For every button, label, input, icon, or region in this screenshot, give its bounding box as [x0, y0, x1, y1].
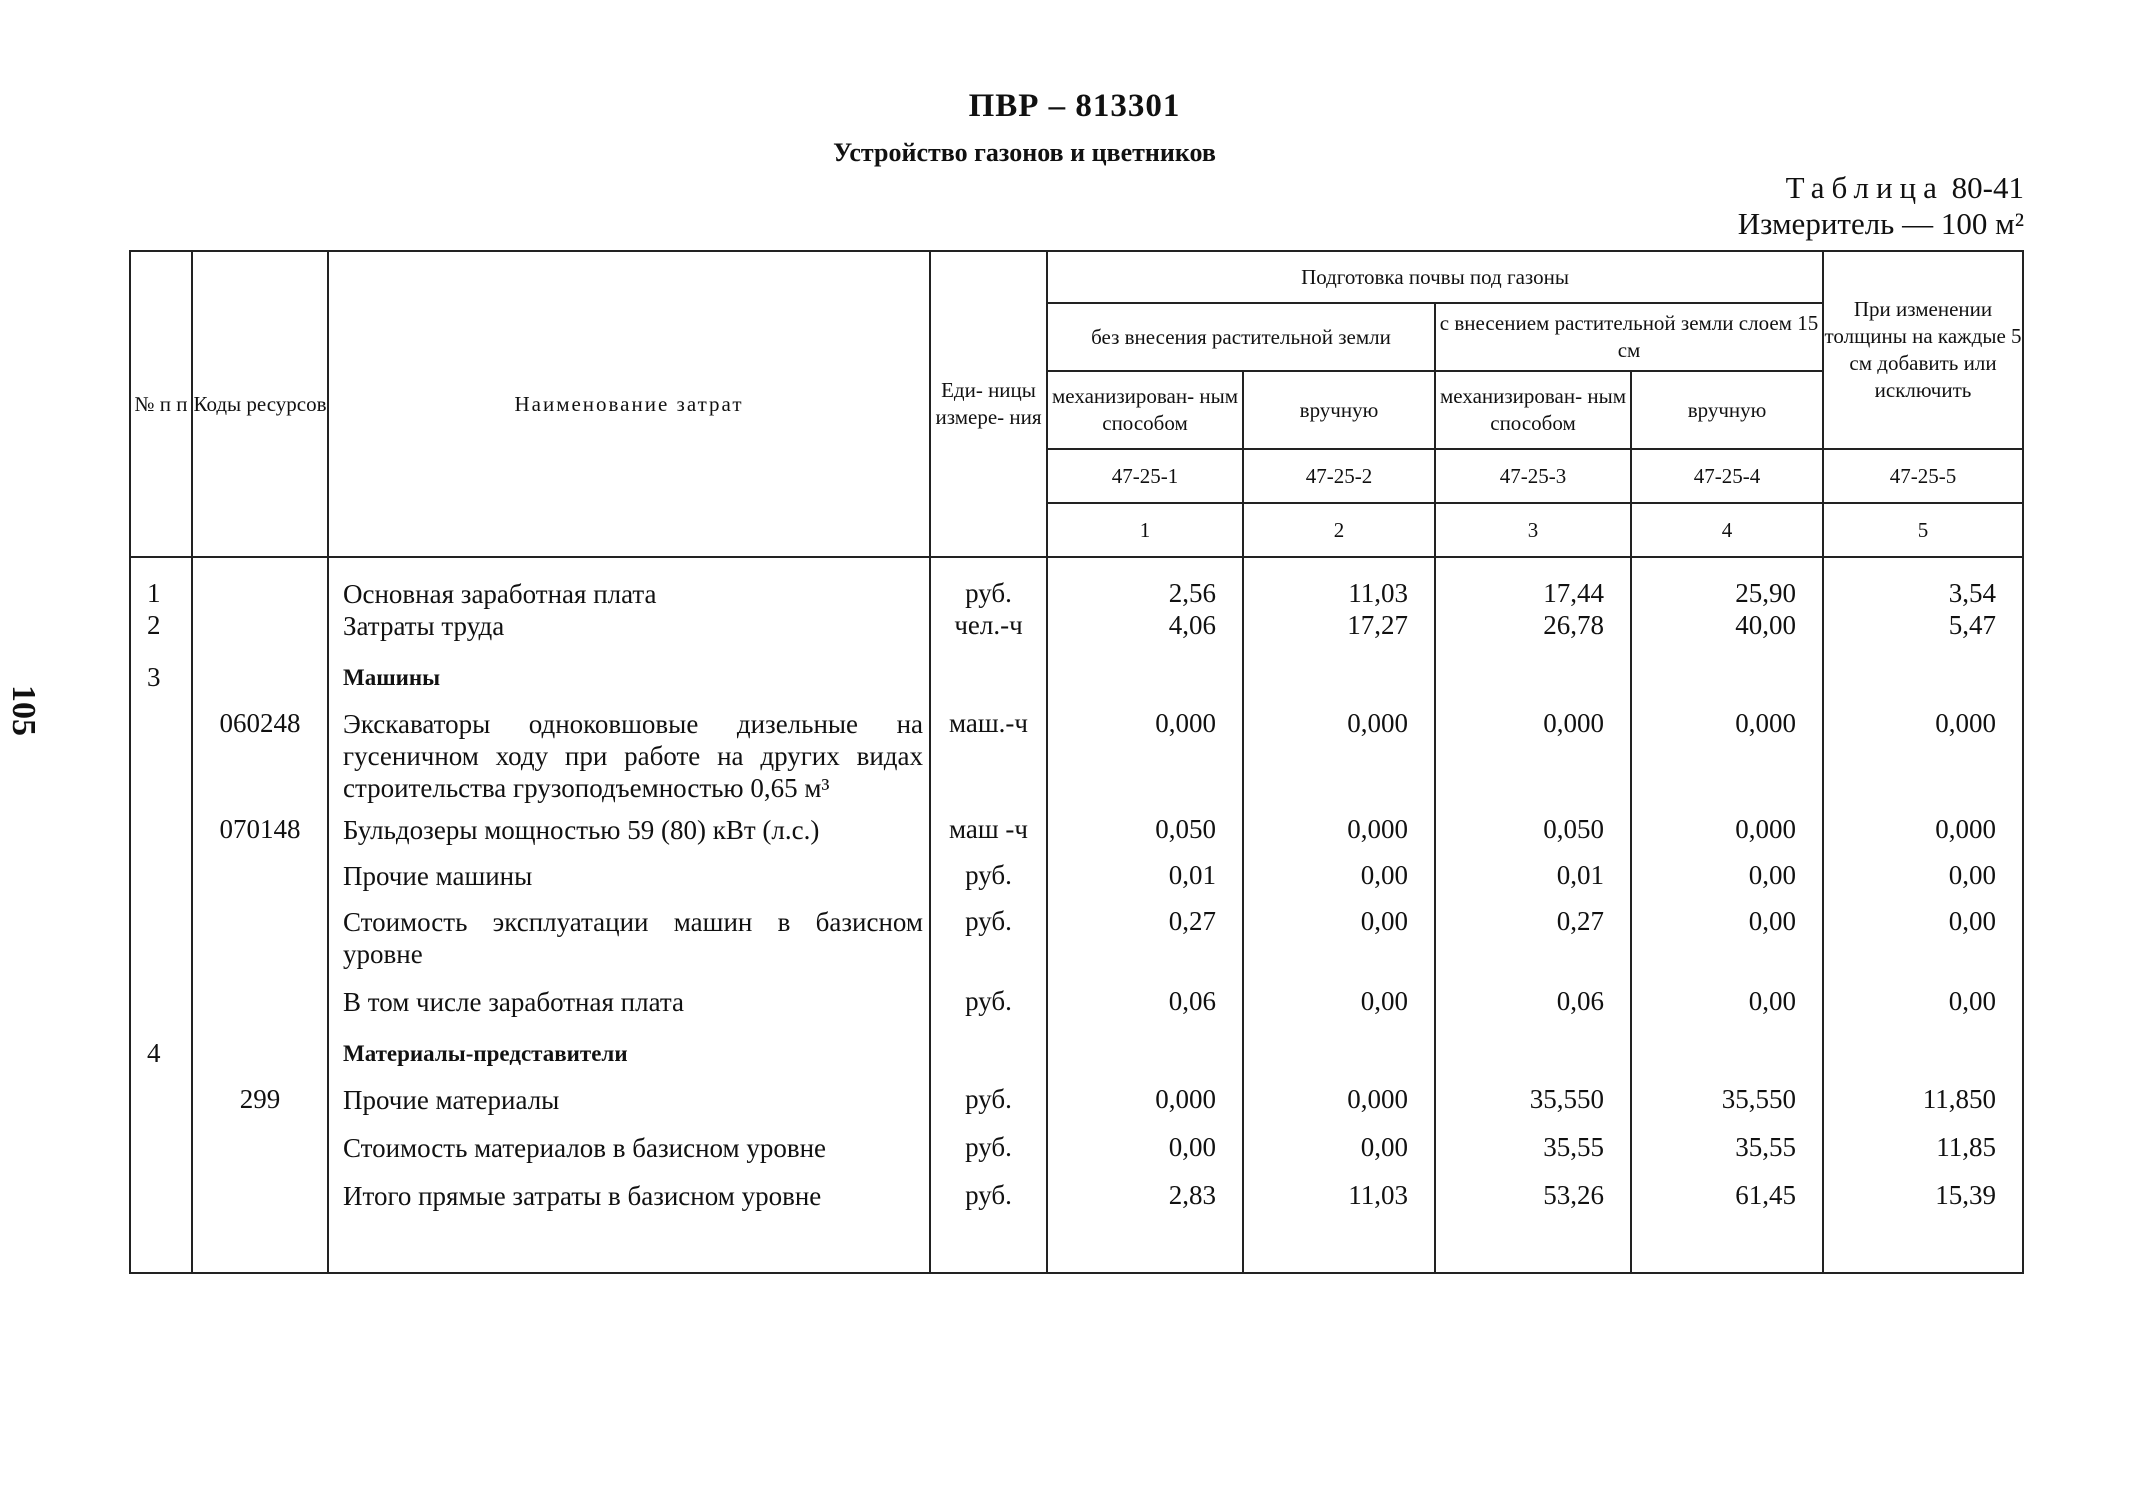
- row-nn: [130, 1084, 192, 1132]
- group-header-with-soil: с внесением растительной земли слоем 15 см: [1435, 303, 1823, 371]
- col-header-change: При изменении толщины на каждые 5 см добавить или исключить: [1823, 251, 2023, 449]
- row-value: [1047, 662, 1243, 702]
- row-value: 0,00: [1823, 860, 2023, 906]
- row-name: Прочие материалы: [328, 1084, 930, 1132]
- row-unit: маш.-ч: [930, 702, 1047, 814]
- row-value: 0,050: [1047, 814, 1243, 860]
- page-number: 105: [5, 685, 42, 736]
- row-nn: 2: [130, 610, 192, 662]
- row-value: 0,000: [1243, 814, 1435, 860]
- row-value: 0,00: [1823, 986, 2023, 1038]
- row-value: [1631, 662, 1823, 702]
- row-value: [1435, 662, 1631, 702]
- row-name: Стоимость эксплуатации машин в базисном уровне: [328, 906, 930, 986]
- row-unit: руб.: [930, 860, 1047, 906]
- row-code: [192, 610, 328, 662]
- col-index-3: 3: [1435, 503, 1631, 557]
- row-value: 17,27: [1243, 610, 1435, 662]
- row-nn: [130, 814, 192, 860]
- row-value: 35,550: [1631, 1084, 1823, 1132]
- row-value: [1047, 1038, 1243, 1084]
- row-nn: 4: [130, 1038, 192, 1084]
- table-row: [130, 1132, 2023, 1180]
- row-nn: 1: [130, 557, 192, 610]
- section-title: Машины: [328, 662, 930, 702]
- row-value: [1435, 1038, 1631, 1084]
- table-row: [130, 610, 2023, 662]
- row-value: 15,39: [1823, 1180, 2023, 1273]
- row-code: [192, 860, 328, 906]
- row-name: Прочие машины: [328, 860, 930, 906]
- measure-unit: Измеритель — 100 м²: [1737, 206, 2024, 241]
- row-value: 0,00: [1823, 906, 2023, 986]
- row-nn: [130, 906, 192, 986]
- row-value: 0,000: [1631, 814, 1823, 860]
- row-value: 0,000: [1823, 702, 2023, 814]
- col-header-unit: Еди- ницы измере- ния: [930, 251, 1047, 557]
- section-title: Материалы-представители: [328, 1038, 930, 1084]
- norm-code-4: 47-25-4: [1631, 449, 1823, 503]
- col-header-mech-1: механизирован- ным способом: [1047, 371, 1243, 449]
- row-name: Итого прямые затраты в базисном уровне: [328, 1180, 930, 1273]
- row-value: 4,06: [1047, 610, 1243, 662]
- row-unit: руб.: [930, 557, 1047, 610]
- row-value: [1243, 1038, 1435, 1084]
- row-value: [1823, 662, 2023, 702]
- norm-code-3: 47-25-3: [1435, 449, 1631, 503]
- row-value: 17,44: [1435, 557, 1631, 610]
- row-value: 0,000: [1823, 814, 2023, 860]
- row-value: 0,000: [1243, 1084, 1435, 1132]
- table-number: 80-41: [1951, 170, 2024, 205]
- row-code: [192, 1132, 328, 1180]
- row-value: 11,850: [1823, 1084, 2023, 1132]
- col-index-2: 2: [1243, 503, 1435, 557]
- row-code: [192, 557, 328, 610]
- row-value: 0,00: [1631, 986, 1823, 1038]
- col-index-4: 4: [1631, 503, 1823, 557]
- row-value: 26,78: [1435, 610, 1631, 662]
- row-code: [192, 662, 328, 702]
- cost-table: [129, 250, 2024, 1274]
- col-header-manual-1: вручную: [1243, 371, 1435, 449]
- row-name: Основная заработная плата: [328, 557, 930, 610]
- row-value: 11,03: [1243, 1180, 1435, 1273]
- row-unit: маш -ч: [930, 814, 1047, 860]
- table-row: [130, 557, 2023, 610]
- row-value: 61,45: [1631, 1180, 1823, 1273]
- col-header-nn: № п п: [130, 251, 192, 557]
- row-value: 0,01: [1435, 860, 1631, 906]
- row-value: 0,050: [1435, 814, 1631, 860]
- col-header-codes: Коды ресурсов: [192, 251, 328, 557]
- norm-code-2: 47-25-2: [1243, 449, 1435, 503]
- row-value: 0,000: [1047, 702, 1243, 814]
- row-unit: руб.: [930, 906, 1047, 986]
- row-value: 0,000: [1435, 702, 1631, 814]
- row-value: 40,00: [1631, 610, 1823, 662]
- row-value: 0,00: [1243, 1132, 1435, 1180]
- document-subtitle: Устройство газонов и цветников: [833, 138, 1216, 167]
- row-unit: [930, 662, 1047, 702]
- row-value: 35,55: [1631, 1132, 1823, 1180]
- group-header-without-soil: без внесения растительной земли: [1047, 303, 1435, 371]
- row-value: 0,00: [1243, 860, 1435, 906]
- row-nn: [130, 860, 192, 906]
- group-header-soil-prep: Подготовка почвы под газоны: [1047, 251, 1823, 303]
- col-header-manual-2: вручную: [1631, 371, 1823, 449]
- row-unit: [930, 1038, 1047, 1084]
- row-value: 0,06: [1047, 986, 1243, 1038]
- row-code: [192, 986, 328, 1038]
- row-value: 2,56: [1047, 557, 1243, 610]
- table-label: Таблица: [1785, 170, 1944, 205]
- row-value: 0,27: [1435, 906, 1631, 986]
- row-value: 0,00: [1243, 986, 1435, 1038]
- row-nn: [130, 1132, 192, 1180]
- row-code: [192, 906, 328, 986]
- row-nn: [130, 1180, 192, 1273]
- row-value: 0,00: [1631, 860, 1823, 906]
- row-value: 3,54: [1823, 557, 2023, 610]
- norm-code-1: 47-25-1: [1047, 449, 1243, 503]
- row-value: 53,26: [1435, 1180, 1631, 1273]
- row-name: Бульдозеры мощностью 59 (80) кВт (л.с.): [328, 814, 930, 860]
- row-value: 35,55: [1435, 1132, 1631, 1180]
- col-index-1: 1: [1047, 503, 1243, 557]
- table-row: [130, 860, 2023, 906]
- table-row: [130, 986, 2023, 1038]
- row-unit: руб.: [930, 986, 1047, 1038]
- row-code: 299: [192, 1084, 328, 1132]
- col-header-name: Наименование затрат: [328, 251, 930, 557]
- row-code: 070148: [192, 814, 328, 860]
- row-code: 060248: [192, 702, 328, 814]
- row-value: 0,00: [1243, 906, 1435, 986]
- row-unit: руб.: [930, 1084, 1047, 1132]
- row-nn: 3: [130, 662, 192, 702]
- row-value: 0,00: [1631, 906, 1823, 986]
- row-value: 11,85: [1823, 1132, 2023, 1180]
- row-value: 0,27: [1047, 906, 1243, 986]
- row-value: 35,550: [1435, 1084, 1631, 1132]
- col-header-mech-2: механизирован- ным способом: [1435, 371, 1631, 449]
- row-unit: руб.: [930, 1180, 1047, 1273]
- row-value: [1243, 662, 1435, 702]
- row-name: Стоимость материалов в базисном уровне: [328, 1132, 930, 1180]
- table-row: [130, 702, 2023, 814]
- row-name: Экскаваторы одноковшовые дизельные на гусеничном ходу при работе на других видах строительства грузоподъемностью 0,65 м³: [328, 702, 930, 814]
- row-value: 0,01: [1047, 860, 1243, 906]
- table-row: [130, 1084, 2023, 1132]
- row-value: 0,00: [1047, 1132, 1243, 1180]
- row-name: В том числе заработная плата: [328, 986, 930, 1038]
- table-row: [130, 814, 2023, 860]
- norm-code-5: 47-25-5: [1823, 449, 2023, 503]
- row-unit: чел.-ч: [930, 610, 1047, 662]
- row-value: 2,83: [1047, 1180, 1243, 1273]
- row-nn: [130, 986, 192, 1038]
- row-value: 25,90: [1631, 557, 1823, 610]
- section-row-machines: [130, 662, 2023, 702]
- row-value: 0,000: [1631, 702, 1823, 814]
- col-index-5: 5: [1823, 503, 2023, 557]
- row-value: 0,000: [1047, 1084, 1243, 1132]
- row-code: [192, 1038, 328, 1084]
- table-meta: [1738, 170, 2024, 242]
- document-code: ПВР – 813301: [968, 88, 1181, 124]
- row-code: [192, 1180, 328, 1273]
- row-name: Затраты труда: [328, 610, 930, 662]
- row-value: [1823, 1038, 2023, 1084]
- row-value: 0,06: [1435, 986, 1631, 1038]
- row-unit: руб.: [930, 1132, 1047, 1180]
- row-nn: [130, 702, 192, 814]
- row-value: 0,000: [1243, 702, 1435, 814]
- table-row: [130, 906, 2023, 986]
- row-value: 5,47: [1823, 610, 2023, 662]
- row-value: [1631, 1038, 1823, 1084]
- section-row-materials: [130, 1038, 2023, 1084]
- row-value: 11,03: [1243, 557, 1435, 610]
- table-row: [130, 1180, 2023, 1273]
